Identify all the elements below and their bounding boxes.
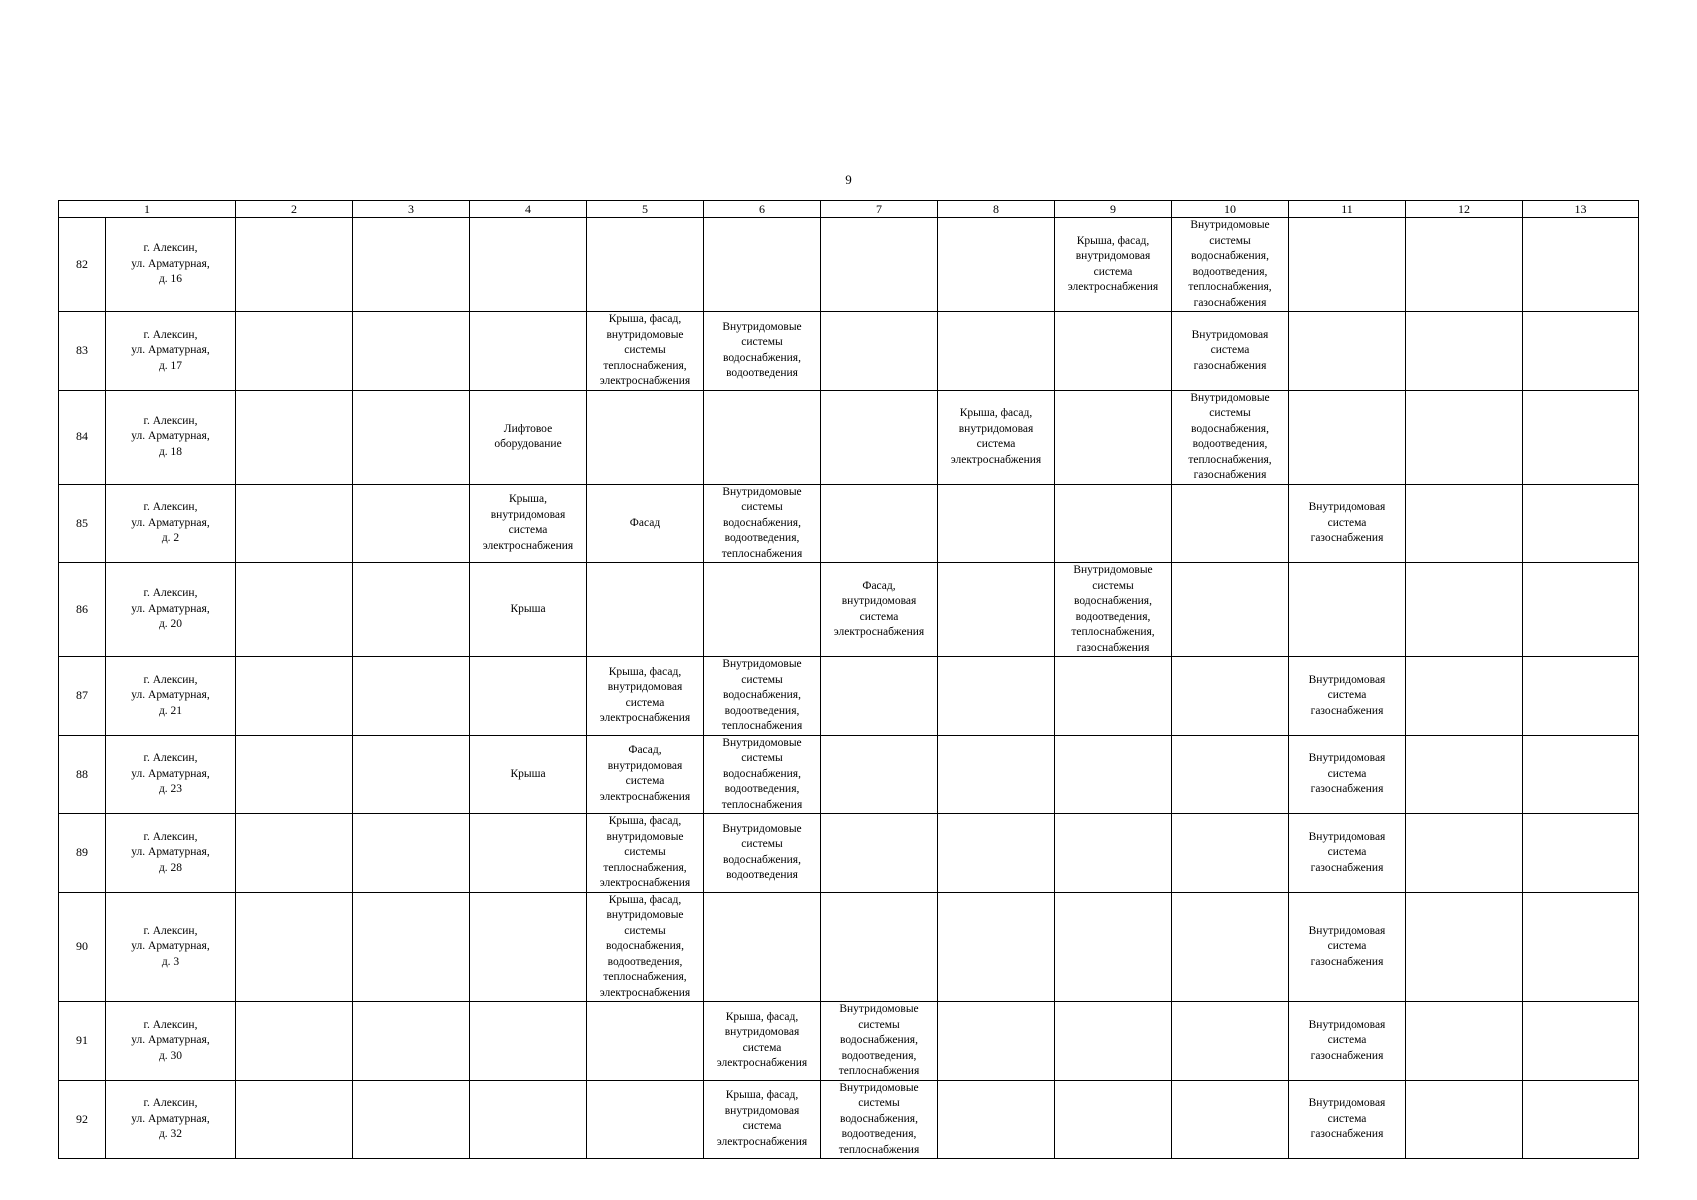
work-cell <box>1406 1002 1523 1081</box>
work-cell <box>236 657 353 736</box>
work-cell <box>1172 892 1289 1002</box>
work-cell: Внутридомовые системы водоснабжения, водоотведения, теплоснабжения <box>821 1002 938 1081</box>
row-number: 85 <box>59 484 106 563</box>
work-cell <box>938 892 1055 1002</box>
work-cell <box>353 390 470 484</box>
work-cell <box>470 1080 587 1159</box>
work-cell <box>704 892 821 1002</box>
work-cell <box>587 390 704 484</box>
work-cell <box>587 1002 704 1081</box>
work-cell <box>236 1080 353 1159</box>
work-cell <box>938 563 1055 657</box>
work-cell <box>1172 1002 1289 1081</box>
work-cell <box>1523 814 1639 893</box>
work-cell <box>1055 484 1172 563</box>
work-cell <box>470 657 587 736</box>
column-header: 12 <box>1406 201 1523 218</box>
work-cell <box>1055 814 1172 893</box>
work-cell: Внутридомовые системы водоснабжения, водоотведения, теплоснабжения, газоснабжения <box>1055 563 1172 657</box>
work-cell <box>353 218 470 312</box>
work-cell <box>1172 563 1289 657</box>
work-cell <box>1406 735 1523 814</box>
work-cell <box>236 892 353 1002</box>
column-header: 10 <box>1172 201 1289 218</box>
address-cell: г. Алексин, ул. Арматурная, д. 23 <box>106 735 236 814</box>
address-cell: г. Алексин, ул. Арматурная, д. 32 <box>106 1080 236 1159</box>
work-cell <box>821 390 938 484</box>
work-cell <box>1406 312 1523 391</box>
work-cell: Внутридомовая система газоснабжения <box>1289 1002 1406 1081</box>
work-cell <box>938 484 1055 563</box>
work-cell <box>470 1002 587 1081</box>
work-cell <box>1055 390 1172 484</box>
work-cell <box>704 390 821 484</box>
work-cell <box>821 814 938 893</box>
work-cell <box>1523 1080 1639 1159</box>
work-cell: Внутридомовая система газоснабжения <box>1289 892 1406 1002</box>
row-number: 88 <box>59 735 106 814</box>
work-cell <box>821 892 938 1002</box>
work-cell: Фасад, внутридомовая система электроснабжения <box>821 563 938 657</box>
work-cell <box>1406 814 1523 893</box>
row-number: 84 <box>59 390 106 484</box>
work-cell <box>938 1002 1055 1081</box>
work-cell <box>1289 312 1406 391</box>
row-number: 86 <box>59 563 106 657</box>
row-number: 87 <box>59 657 106 736</box>
work-cell <box>1406 563 1523 657</box>
work-cell: Внутридомовые системы водоснабжения, водоотведения <box>704 814 821 893</box>
work-cell <box>353 657 470 736</box>
work-cell: Крыша, фасад, внутридомовая система электроснабжения <box>1055 218 1172 312</box>
work-cell <box>938 218 1055 312</box>
work-cell <box>1523 657 1639 736</box>
work-cell: Внутридомовая система газоснабжения <box>1289 657 1406 736</box>
table-row <box>59 657 1639 736</box>
work-cell <box>236 312 353 391</box>
work-cell <box>587 1080 704 1159</box>
work-cell <box>587 563 704 657</box>
work-cell: Крыша, фасад, внутридомовые системы теплоснабжения, электроснабжения <box>587 814 704 893</box>
address-cell: г. Алексин, ул. Арматурная, д. 3 <box>106 892 236 1002</box>
work-cell <box>1523 312 1639 391</box>
work-cell: Внутридомовая система газоснабжения <box>1289 735 1406 814</box>
work-cell <box>1172 735 1289 814</box>
work-cell: Крыша, внутридомовая система электроснабжения <box>470 484 587 563</box>
work-cell <box>1406 390 1523 484</box>
work-cell <box>1289 563 1406 657</box>
work-cell <box>1172 814 1289 893</box>
work-cell <box>1523 1002 1639 1081</box>
column-header: 1 <box>59 201 236 218</box>
table-row <box>59 814 1639 893</box>
work-cell: Внутридомовые системы водоснабжения, водоотведения, теплоснабжения <box>704 657 821 736</box>
work-cell <box>353 312 470 391</box>
work-cell <box>1523 735 1639 814</box>
work-cell <box>1289 218 1406 312</box>
work-cell: Крыша, фасад, внутридомовые системы теплоснабжения, электроснабжения <box>587 312 704 391</box>
work-cell: Крыша, фасад, внутридомовая система электроснабжения <box>704 1002 821 1081</box>
work-cell <box>1055 1002 1172 1081</box>
work-cell: Внутридомовая система газоснабжения <box>1172 312 1289 391</box>
work-cell <box>236 390 353 484</box>
work-cell <box>1523 892 1639 1002</box>
work-cell <box>938 735 1055 814</box>
work-cell: Крыша <box>470 563 587 657</box>
work-cell: Внутридомовая система газоснабжения <box>1289 1080 1406 1159</box>
work-cell <box>353 1002 470 1081</box>
work-cell <box>353 892 470 1002</box>
work-cell <box>1523 484 1639 563</box>
column-header: 7 <box>821 201 938 218</box>
work-cell: Внутридомовые системы водоснабжения, водоотведения, теплоснабжения <box>704 484 821 563</box>
work-cell <box>353 563 470 657</box>
work-cell <box>353 484 470 563</box>
work-cell <box>587 218 704 312</box>
work-cell <box>1055 312 1172 391</box>
work-cell: Внутридомовые системы водоснабжения, водоотведения, теплоснабжения <box>821 1080 938 1159</box>
header-row <box>59 201 1639 218</box>
column-header: 13 <box>1523 201 1639 218</box>
work-cell <box>1523 563 1639 657</box>
work-cell <box>704 218 821 312</box>
table-row <box>59 312 1639 391</box>
table-row <box>59 1002 1639 1081</box>
work-cell <box>1406 484 1523 563</box>
page-number: 9 <box>845 172 852 187</box>
table-row <box>59 218 1639 312</box>
work-cell <box>1406 657 1523 736</box>
address-cell: г. Алексин, ул. Арматурная, д. 28 <box>106 814 236 893</box>
row-number: 92 <box>59 1080 106 1159</box>
work-cell: Крыша, фасад, внутридомовая система электроснабжения <box>938 390 1055 484</box>
work-cell: Крыша <box>470 735 587 814</box>
address-cell: г. Алексин, ул. Арматурная, д. 18 <box>106 390 236 484</box>
column-header: 3 <box>353 201 470 218</box>
column-header: 2 <box>236 201 353 218</box>
work-cell <box>1406 892 1523 1002</box>
column-header: 5 <box>587 201 704 218</box>
row-number: 91 <box>59 1002 106 1081</box>
row-number: 83 <box>59 312 106 391</box>
table-row <box>59 735 1639 814</box>
work-cell <box>353 814 470 893</box>
work-cell <box>470 814 587 893</box>
table-row <box>59 390 1639 484</box>
work-cell <box>1055 657 1172 736</box>
work-cell: Фасад <box>587 484 704 563</box>
work-cell <box>1172 484 1289 563</box>
work-cell <box>704 563 821 657</box>
work-cell: Внутридомовые системы водоснабжения, водоотведения, теплоснабжения <box>704 735 821 814</box>
work-cell <box>353 735 470 814</box>
work-cell <box>1055 735 1172 814</box>
work-cell <box>938 1080 1055 1159</box>
work-cell <box>1289 390 1406 484</box>
address-cell: г. Алексин, ул. Арматурная, д. 16 <box>106 218 236 312</box>
work-cell <box>236 484 353 563</box>
work-cell <box>236 1002 353 1081</box>
work-cell <box>1406 218 1523 312</box>
work-cell <box>938 312 1055 391</box>
column-header: 9 <box>1055 201 1172 218</box>
work-cell: Внутридомовая система газоснабжения <box>1289 484 1406 563</box>
address-cell: г. Алексин, ул. Арматурная, д. 21 <box>106 657 236 736</box>
address-cell: г. Алексин, ул. Арматурная, д. 17 <box>106 312 236 391</box>
work-cell <box>470 312 587 391</box>
address-cell: г. Алексин, ул. Арматурная, д. 2 <box>106 484 236 563</box>
work-cell <box>938 814 1055 893</box>
work-cell <box>1055 1080 1172 1159</box>
work-cell <box>1523 390 1639 484</box>
work-cell <box>470 218 587 312</box>
work-cell <box>470 892 587 1002</box>
work-cell <box>1172 657 1289 736</box>
work-cell <box>1523 218 1639 312</box>
column-header: 8 <box>938 201 1055 218</box>
work-cell: Крыша, фасад, внутридомовая система электроснабжения <box>704 1080 821 1159</box>
work-cell: Внутридомовые системы водоснабжения, водоотведения <box>704 312 821 391</box>
column-header: 6 <box>704 201 821 218</box>
work-cell <box>1172 1080 1289 1159</box>
work-cell: Крыша, фасад, внутридомовая система электроснабжения <box>587 657 704 736</box>
work-cell <box>236 218 353 312</box>
work-cell <box>1406 1080 1523 1159</box>
work-cell: Лифтовое оборудование <box>470 390 587 484</box>
work-cell: Крыша, фасад, внутридомовые системы водоснабжения, водоотведения, теплоснабжения, электроснабжения <box>587 892 704 1002</box>
address-cell: г. Алексин, ул. Арматурная, д. 30 <box>106 1002 236 1081</box>
table-body <box>59 218 1639 1159</box>
work-cell <box>236 814 353 893</box>
work-cell <box>353 1080 470 1159</box>
table-row <box>59 484 1639 563</box>
work-cell <box>1055 892 1172 1002</box>
work-cell <box>821 218 938 312</box>
table-row <box>59 892 1639 1002</box>
work-cell <box>938 657 1055 736</box>
row-number: 89 <box>59 814 106 893</box>
work-cell <box>236 563 353 657</box>
work-cell: Фасад, внутридомовая система электроснабжения <box>587 735 704 814</box>
work-cell <box>821 312 938 391</box>
work-cell <box>821 735 938 814</box>
work-cell <box>821 484 938 563</box>
address-cell: г. Алексин, ул. Арматурная, д. 20 <box>106 563 236 657</box>
work-cell: Внутридомовые системы водоснабжения, водоотведения, теплоснабжения, газоснабжения <box>1172 390 1289 484</box>
work-cell <box>821 657 938 736</box>
column-header: 4 <box>470 201 587 218</box>
row-number: 82 <box>59 218 106 312</box>
work-cell: Внутридомовые системы водоснабжения, водоотведения, теплоснабжения, газоснабжения <box>1172 218 1289 312</box>
schedule-table <box>58 200 1639 1159</box>
column-header: 11 <box>1289 201 1406 218</box>
table-row <box>59 1080 1639 1159</box>
work-cell <box>236 735 353 814</box>
row-number: 90 <box>59 892 106 1002</box>
work-cell: Внутридомовая система газоснабжения <box>1289 814 1406 893</box>
table-row <box>59 563 1639 657</box>
